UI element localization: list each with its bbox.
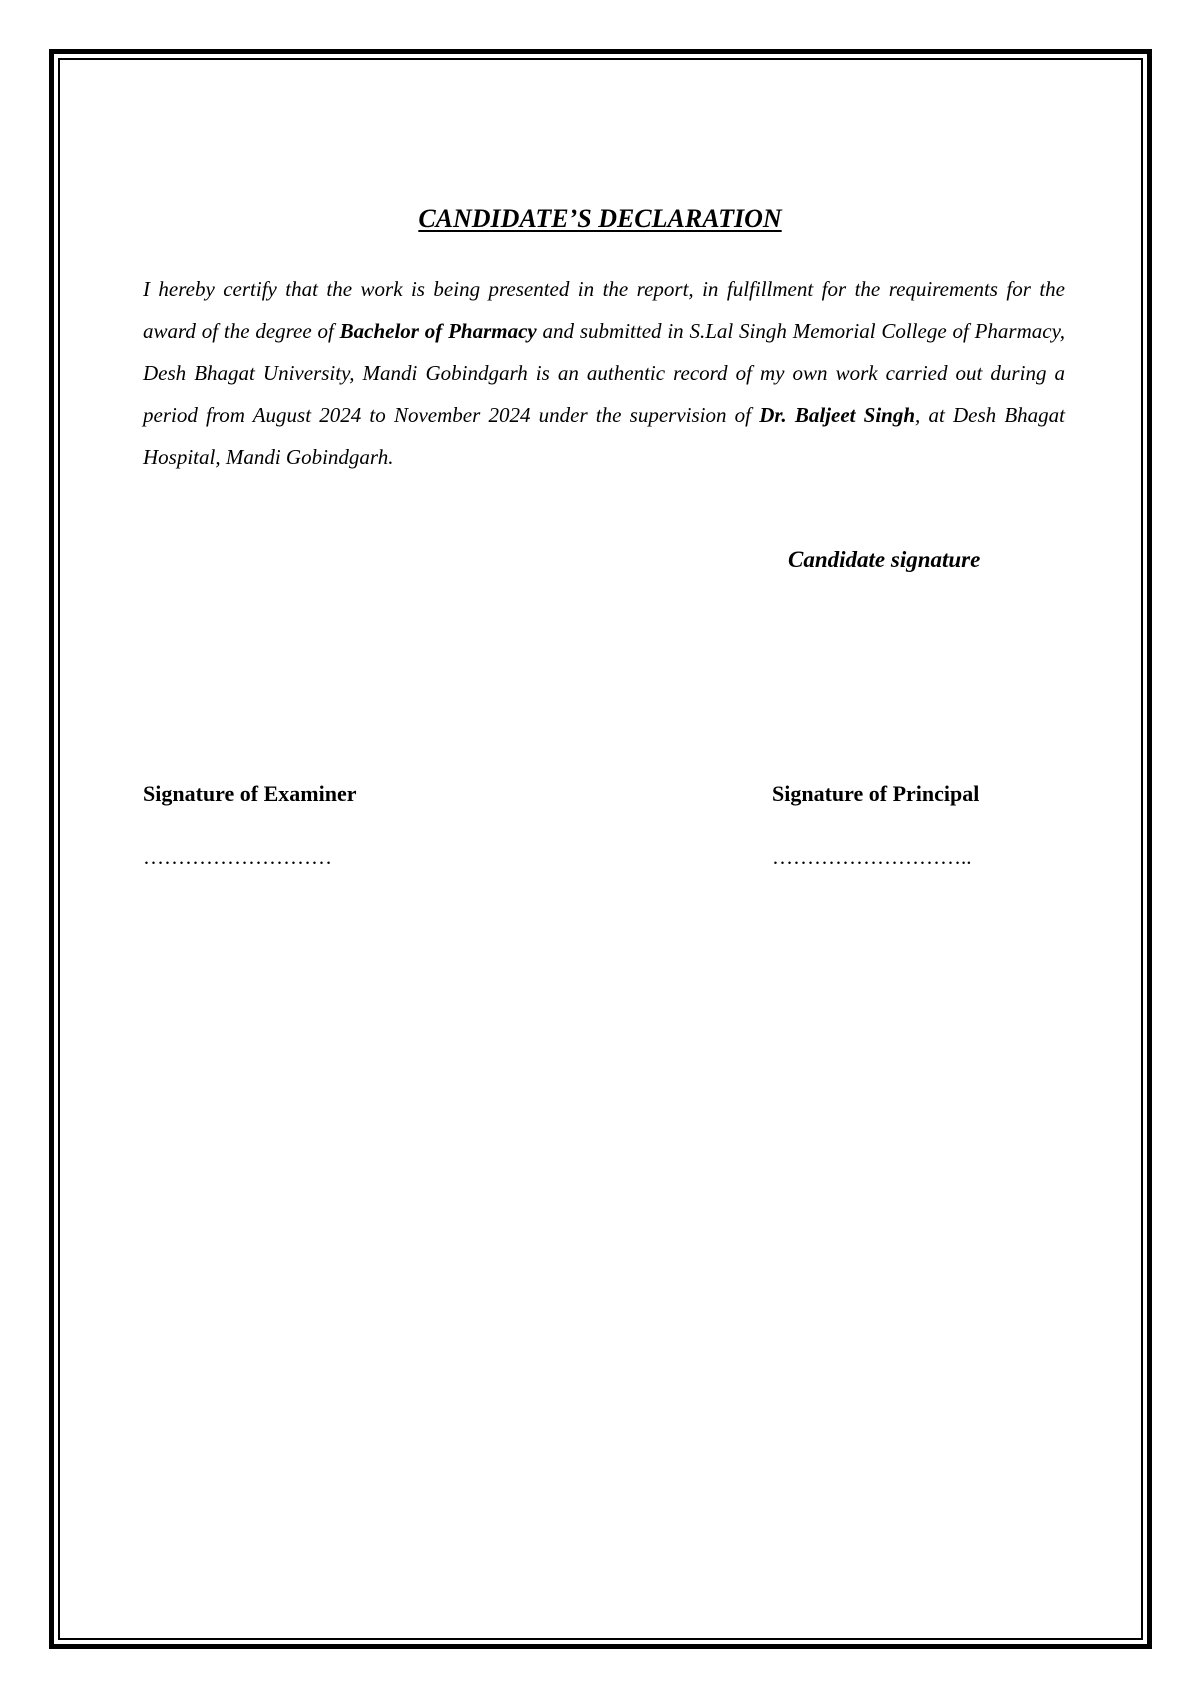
principal-signature-label: Signature of Principal: [772, 781, 980, 806]
paragraph-text-part2: and submitted in S.Lal Singh Memorial College of Pharmacy, Desh Bhagat University, Mandi Gobindgarh is an authentic record of my own work carried out during a period from August 2024 to November 2024 under the supervision of: [143, 319, 1066, 427]
paragraph-text-part3: , at Desh Bhagat Hospital, Mandi Gobindgarh.: [143, 403, 1065, 469]
declaration-title: CANDIDATE’S DECLARATION: [418, 204, 782, 233]
supervisor-name: Dr. Baljeet Singh: [759, 403, 916, 427]
declaration-paragraph: [143, 268, 1065, 478]
examiner-signature-label: Signature of Examiner: [143, 781, 357, 806]
principal-signature-line: ………………………..: [772, 845, 972, 869]
paragraph-text-part1: I hereby certify that the work is being presented in the report, in fulfillment for the requirements for the award of the degree of: [143, 277, 1065, 343]
degree-name: Bachelor of Pharmacy: [339, 319, 537, 343]
candidate-signature-label: Candidate signature: [788, 547, 981, 572]
examiner-signature-line: ………………………: [143, 845, 332, 869]
